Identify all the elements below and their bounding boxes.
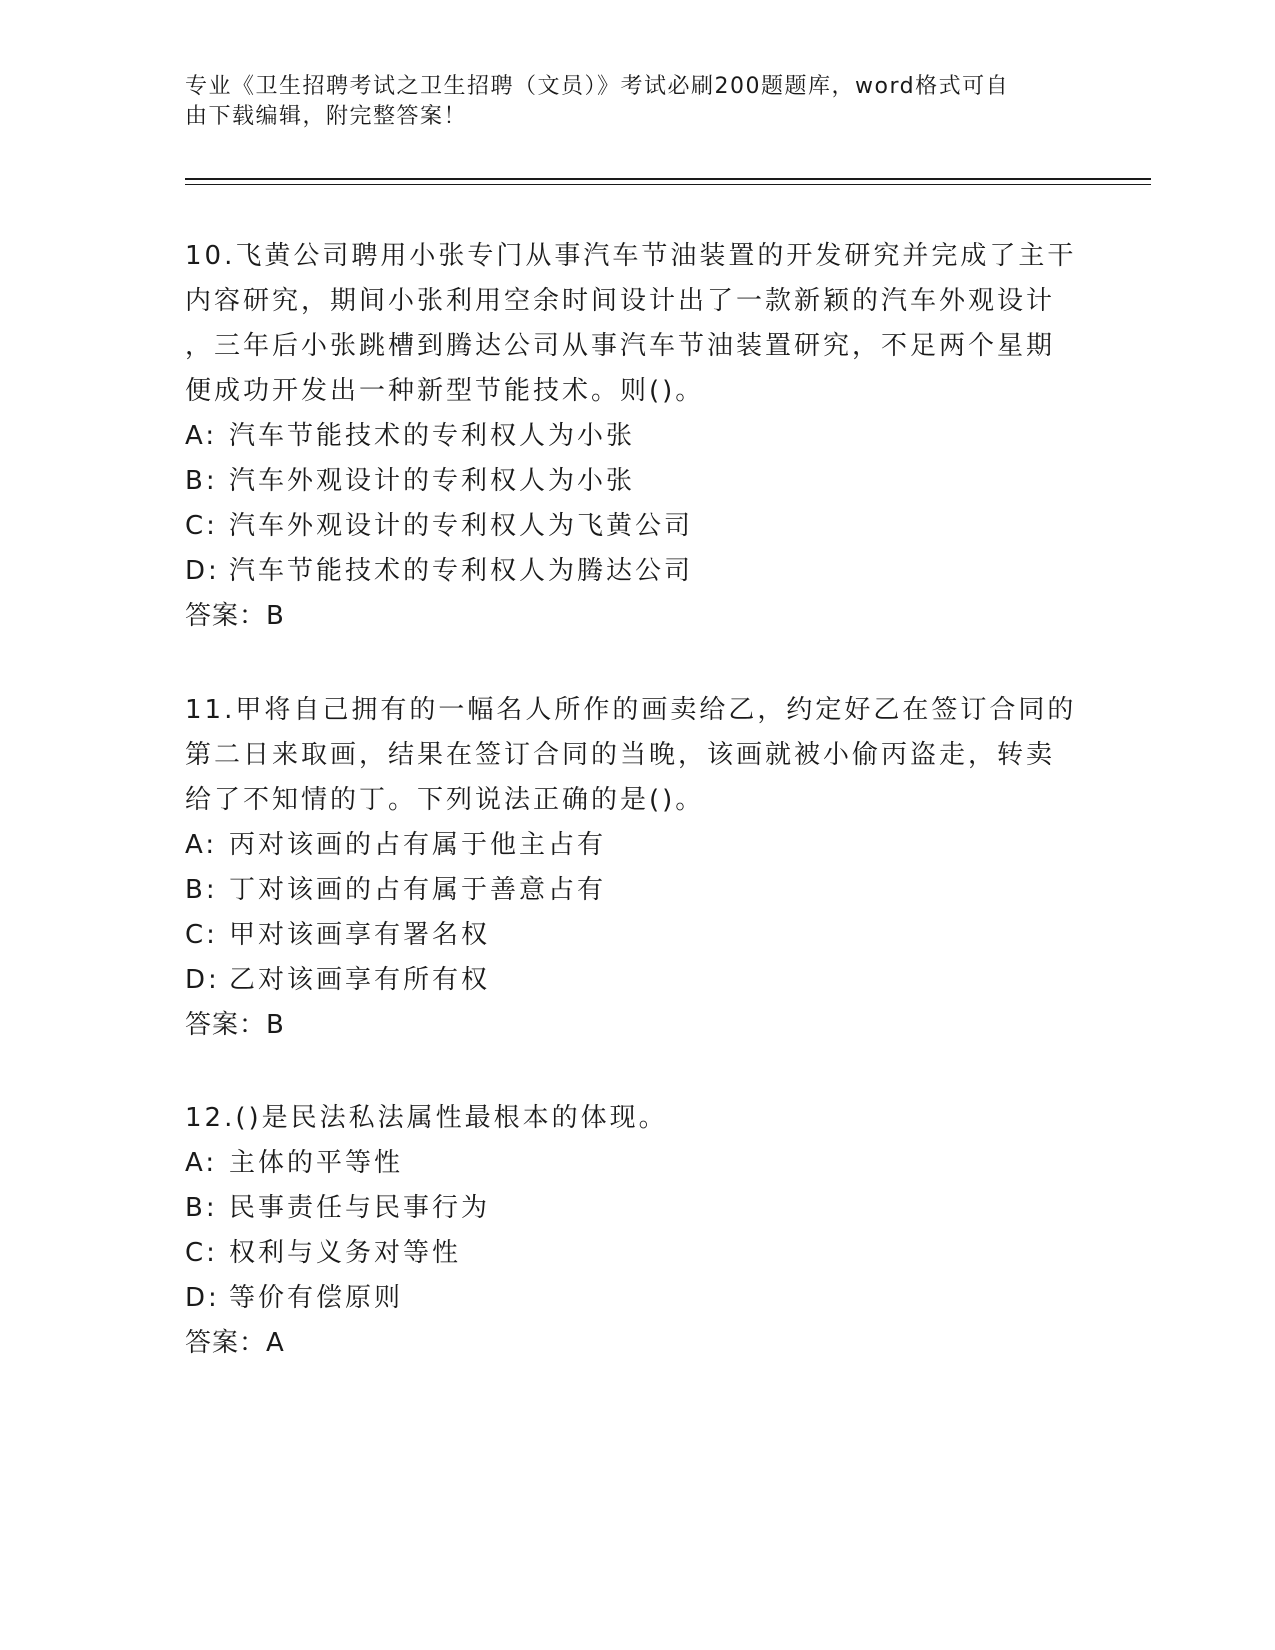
option-key: D:: [185, 556, 220, 586]
option-text: 汽车节能技术的专利权人为小张: [229, 421, 636, 451]
option-a: [185, 823, 1085, 868]
header-line: 由下载编辑，附完整答案！: [185, 104, 468, 129]
option-d: [185, 958, 1085, 1003]
question-text-line: 给了不知情的丁。下列说法正确的是()。: [185, 785, 705, 815]
option-key: B:: [185, 1193, 218, 1223]
document-header: [185, 72, 1075, 132]
question-11: [185, 688, 1085, 1048]
option-d: [185, 549, 1085, 594]
option-key: C:: [185, 1238, 218, 1268]
question-text-line: 10.飞黄公司聘用小张专门从事汽车节油装置的开发研究并完成了主干: [185, 241, 1077, 271]
header-divider-thick: [185, 178, 1151, 180]
option-text: 汽车节能技术的专利权人为腾达公司: [229, 556, 694, 586]
question-text-line: 12.()是民法私法属性最根本的体现。: [185, 1103, 668, 1133]
option-b: [185, 459, 1085, 504]
option-c: [185, 913, 1085, 958]
question-text-line: 11.甲将自己拥有的一幅名人所作的画卖给乙，约定好乙在签订合同的: [185, 695, 1077, 725]
answer-label: 答案：B: [185, 1010, 285, 1040]
answer-label: 答案：A: [185, 1328, 285, 1358]
option-b: [185, 1186, 1085, 1231]
option-key: D:: [185, 965, 220, 995]
option-key: C:: [185, 511, 218, 541]
option-a: [185, 414, 1085, 459]
option-text: 等价有偿原则: [229, 1283, 404, 1313]
option-text: 汽车外观设计的专利权人为小张: [229, 466, 636, 496]
option-key: B:: [185, 875, 218, 905]
option-text: 民事责任与民事行为: [229, 1193, 491, 1223]
option-d: [185, 1276, 1085, 1321]
option-key: C:: [185, 920, 218, 950]
option-text: 主体的平等性: [229, 1148, 404, 1178]
option-b: [185, 868, 1085, 913]
option-a: [185, 1141, 1085, 1186]
option-c: [185, 504, 1085, 549]
header-divider-thin: [185, 184, 1151, 185]
option-key: D:: [185, 1283, 220, 1313]
option-key: A:: [185, 421, 218, 451]
option-text: 权利与义务对等性: [229, 1238, 462, 1268]
option-key: A:: [185, 1148, 218, 1178]
option-text: 汽车外观设计的专利权人为飞黄公司: [229, 511, 694, 541]
option-text: 乙对该画享有所有权: [229, 965, 491, 995]
question-text-line: 便成功开发出一种新型节能技术。则()。: [185, 376, 705, 406]
option-text: 丙对该画的占有属于他主占有: [229, 830, 607, 860]
question-text-line: 内容研究，期间小张利用空余时间设计出了一款新颖的汽车外观设计: [185, 286, 1056, 316]
question-text-line: 第二日来取画，结果在签订合同的当晚，该画就被小偷丙盗走，转卖: [185, 740, 1056, 770]
header-line: 专业《卫生招聘考试之卫生招聘（文员）》考试必刷200题题库，word格式可自: [185, 74, 1010, 99]
question-12: [185, 1096, 1085, 1366]
option-key: A:: [185, 830, 218, 860]
option-text: 丁对该画的占有属于善意占有: [229, 875, 607, 905]
question-text-line: ，三年后小张跳槽到腾达公司从事汽车节油装置研究，不足两个星期: [185, 331, 1056, 361]
option-key: B:: [185, 466, 218, 496]
question-10: [185, 234, 1085, 639]
answer-label: 答案：B: [185, 601, 285, 631]
option-c: [185, 1231, 1085, 1276]
option-text: 甲对该画享有署名权: [229, 920, 491, 950]
